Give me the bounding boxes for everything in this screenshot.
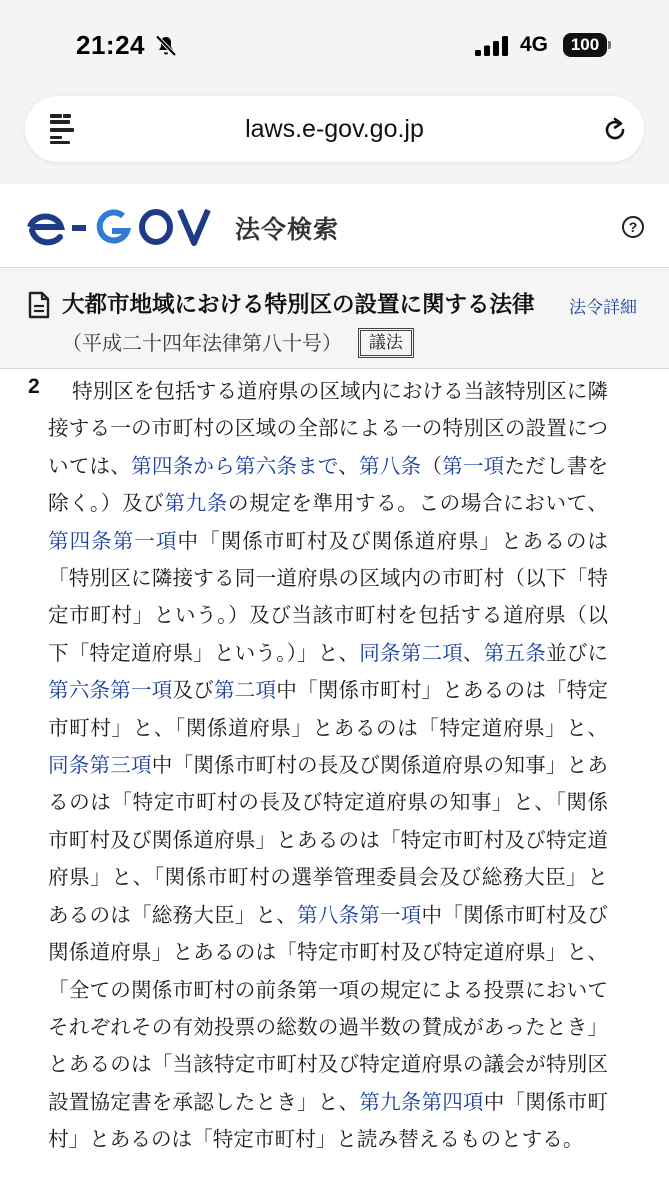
cellular-signal-icon xyxy=(475,36,509,56)
browser-toolbar xyxy=(0,92,669,184)
paragraph-text-run: （ xyxy=(421,453,443,478)
paragraph-text-run: の規定を準用する。この場合において、 xyxy=(227,491,609,516)
law-title xyxy=(62,286,552,362)
law-details-link[interactable]: 法令詳細 xyxy=(569,298,637,318)
article-reference-link[interactable]: 第四条第一項 xyxy=(48,528,178,553)
paragraph-text-run: 及び xyxy=(172,678,214,703)
article-reference-link[interactable]: 第九条第四項 xyxy=(359,1089,484,1114)
paragraph-text-run: 、 xyxy=(338,453,360,478)
article-reference-link[interactable]: 第八条第一項 xyxy=(296,902,422,927)
url-text[interactable]: laws.e-gov.go.jp xyxy=(245,115,424,143)
article-reference-link[interactable]: 第八条 xyxy=(359,453,422,478)
reload-icon[interactable] xyxy=(601,116,629,144)
site-title: 法令検索 xyxy=(235,215,340,244)
paragraph-text-run: 中「関係市町村の長及び関係道府県の知事」とあるのは「特定市町村の長及び特定道府県の知事」と、「関係市町村及び関係道府県」とあるのは「特定市町村及び特定道府県」と、「関係市町村の選挙管理委員会及び総務大臣」とあるのは「総務大臣」と、 xyxy=(48,753,609,927)
paragraph-text-run: 特別区を包括する道府県の区域内における当該特別区に隣接する一の市町村の区域の全部による一の特別区の設置については、 xyxy=(48,379,608,478)
law-number: （平成二十四年法律第八十号） xyxy=(62,331,342,355)
paragraph-text xyxy=(48,373,608,1159)
paragraph-text-run: 中「関係市町村及び関係道府県」とあるのは「特別区に隣接する同一道府県の区域内の市町村（以下「特定市町村」という。）及び当該市町村を包括する道府県（以下「特定道府県」という。）」と、 xyxy=(48,528,609,665)
battery-icon xyxy=(563,33,611,57)
article-reference-link[interactable]: 第一項 xyxy=(442,453,505,478)
paragraph-text-run: 中「関係市町村」とあるのは「特定市町村」と、「関係道府県」とあるのは「特定道府県」と、 xyxy=(48,678,609,740)
battery-level: 100 xyxy=(570,35,600,54)
address-bar[interactable] xyxy=(25,96,644,162)
law-type-badge: 議法 xyxy=(358,328,414,358)
paragraph-text-run: 並びに xyxy=(545,640,609,665)
article-reference-link[interactable]: 第二項 xyxy=(213,678,277,703)
article-reference-link[interactable]: 第五条 xyxy=(483,640,546,665)
article-reference-link[interactable]: 第六条第一項 xyxy=(48,678,173,703)
law-title-text: 大都市地域における特別区の設置に関する法律 xyxy=(62,292,535,318)
e-gov-logo[interactable] xyxy=(26,206,216,248)
paragraph-text-run: 中「関係市町村及び関係道府県」とあるのは「特定市町村及び特定道府県」と、「全ての関係市町村の前条第一項の規定による投票においてそれぞれその有効投票の総数の過半数の賛成があったとき」とあるのは「当該特定市町村及び特定道府県の議会が特別区設置協定書を承認したとき」と、 xyxy=(48,902,609,1114)
article-reference-link[interactable]: 第四条から第六条まで xyxy=(131,453,339,478)
help-icon[interactable]: ? xyxy=(622,216,644,238)
status-bar xyxy=(0,0,669,92)
paragraph-text-run: 中「関係市町村」とあるのは「特定市町村」と読み替えるものとする。 xyxy=(48,1089,609,1152)
paragraph-text-run: ただし書を除く。）及び xyxy=(48,453,609,516)
status-time: 21:24 xyxy=(76,30,145,60)
bell-off-icon xyxy=(154,34,178,58)
document-icon xyxy=(28,291,50,319)
article-body xyxy=(0,369,669,1200)
paragraph-number: 2 xyxy=(28,375,40,398)
network-type: 4G xyxy=(520,33,549,56)
paragraph-text-run: 、 xyxy=(462,640,484,665)
article-reference-link[interactable]: 第九条 xyxy=(164,491,228,516)
article-reference-link[interactable]: 同条第三項 xyxy=(48,753,152,778)
law-heading xyxy=(0,269,669,369)
site-header xyxy=(0,184,669,268)
article-reference-link[interactable]: 同条第二項 xyxy=(359,640,463,665)
